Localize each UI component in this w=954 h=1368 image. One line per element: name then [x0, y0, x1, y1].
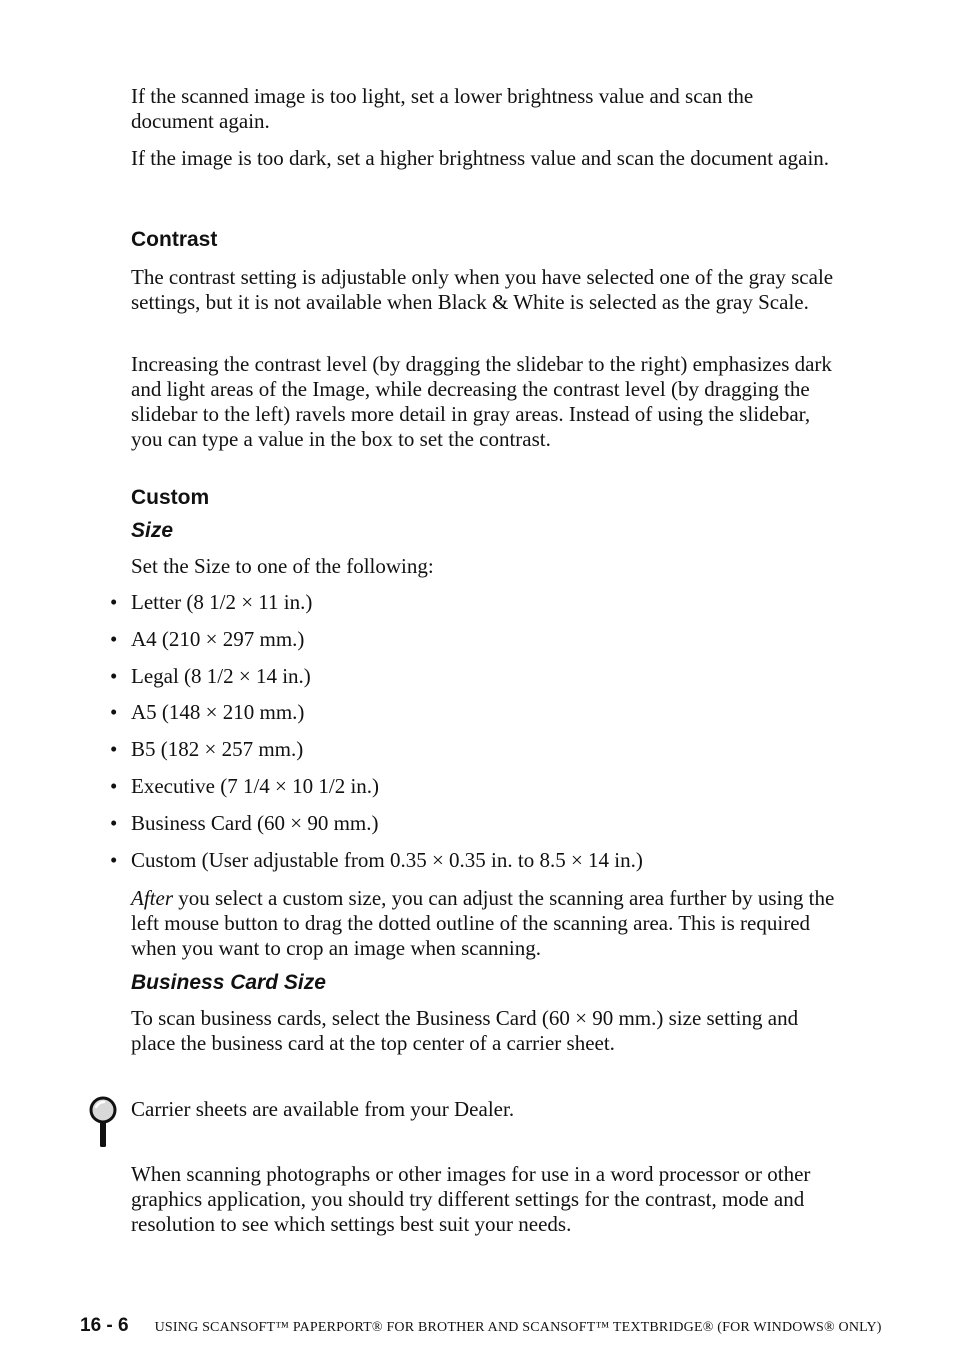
list-item-text: A4 (210 × 297 mm.) — [131, 626, 305, 651]
list-item — [110, 774, 643, 811]
list-item-text: Legal (8 1/2 × 14 in.) — [131, 663, 311, 688]
list-item — [110, 664, 643, 701]
page-number: 16 - 6 — [80, 1315, 129, 1336]
list-item-text: Business Card (60 × 90 mm.) — [131, 810, 379, 835]
custom-heading: Custom — [131, 486, 210, 509]
intro-paragraph-light: If the scanned image is too light, set a lower brightness value and scan the document again. — [131, 84, 754, 133]
bullet: • — [110, 847, 118, 872]
list-item-text: Executive (7 1/4 × 10 1/2 in.) — [131, 773, 380, 798]
bullet: • — [110, 590, 118, 614]
contrast-paragraph-1: The contrast setting is adjustable only when you have selected one of the gray scale settings, but it is not available when Black & White is selected as the gray Scale. — [131, 265, 834, 314]
size-intro: Set the Size to one of the following: — [131, 554, 434, 578]
closing-paragraph: When scanning photographs or other images for use in a word processor or other graphics application, you should try different settings for the contrast, mode and resolution to see which settings best suit your needs. — [131, 1162, 811, 1236]
list-item-text: Custom (User adjustable from 0.35 × 0.35 in. to 8.5 × 14 in.) — [131, 847, 643, 872]
list-item — [110, 590, 643, 627]
size-list — [110, 590, 643, 884]
list-item — [110, 700, 643, 737]
list-item — [110, 627, 643, 664]
business-card-paragraph: To scan business cards, select the Business Card (60 × 90 mm.) size setting and place the business card at the top center of a carrier sheet. — [131, 1006, 799, 1055]
magnifier-tip-icon — [88, 1096, 118, 1150]
custom-size-note — [131, 886, 836, 961]
bullet: • — [110, 810, 118, 835]
contrast-heading: Contrast — [131, 228, 218, 251]
page-footer — [80, 1315, 882, 1337]
custom-size-note-text: you select a custom size, you can adjust the scanning area further by using the left mouse button to drag the dotted outline of the scanning area. This is required when you want to crop an image when scanning. — [131, 886, 835, 960]
running-head: USING SCANSOFT™ PAPERPORT® FOR BROTHER AND SCANSOFT™ TEXTBRIDGE® (FOR WINDOWS® ONLY) — [154, 1320, 882, 1335]
business-card-heading: Business Card Size — [131, 971, 326, 994]
list-item — [110, 811, 643, 848]
size-subheading: Size — [131, 519, 174, 542]
intro-paragraph-dark: If the image is too dark, set a higher brightness value and scan the document again. — [131, 146, 830, 170]
tip-text: Carrier sheets are available from your Dealer. — [131, 1097, 515, 1121]
list-item — [110, 848, 643, 885]
bullet: • — [110, 663, 118, 688]
list-item-text: Letter (8 1/2 × 11 in.) — [131, 590, 313, 614]
contrast-paragraph-2: Increasing the contrast level (by dragging the slidebar to the right) emphasizes dark and light areas of the Image, while decreasing the contrast level (by dragging the slidebar to the left) ravels more detail in gray areas. Instead of using the slidebar, you can type a value in the box to set the contrast. — [131, 352, 832, 451]
bullet: • — [110, 626, 118, 651]
list-item-text: B5 (182 × 257 mm.) — [131, 737, 304, 762]
after-emphasis: After — [131, 886, 173, 910]
bullet: • — [110, 773, 118, 798]
bullet: • — [110, 700, 118, 725]
bullet: • — [110, 737, 118, 762]
list-item-text: A5 (148 × 210 mm.) — [131, 700, 305, 725]
list-item — [110, 737, 643, 774]
